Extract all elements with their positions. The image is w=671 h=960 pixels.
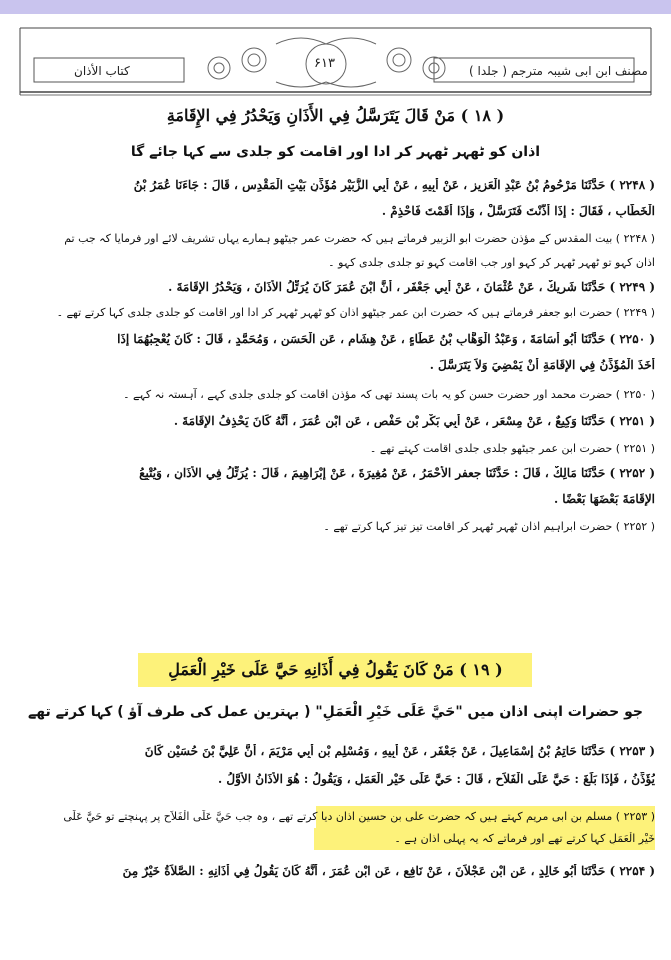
hadith-line: يُؤَذِّنُ ، فَإِذَا بَلَغَ : حَيَّ عَلَى الْفَلاَحِ ، قَالَ : حَيَّ عَلَى خَيْرِ الْعَمَلِ ، وَيَقُولُ : هُوَ الأَذَانُ الأَوَّلُ . [218,772,655,786]
translation-line: ( ۲۲۴۹ ) حضرت ابو جعفر فرماتے ہیں کہ حضرت ابن عمر جیٹھو اذان کو ٹھہر ٹھہر کر ادا اور اقامت کو جلدی جلدی کہا کرتے تھے ۔ [56,306,655,319]
section-heading-19: ( ۱۹ ) مَنْ كَانَ يَقُولُ فِي أَذَانِهِ حَيَّ عَلَى خَيْرِ الْعَمَلِ [168,660,503,679]
hadith-line: أَخَذَ الْمُؤَذِّنُ فِي الإِقَامَةِ أَنْ يَمْضِيَ وَلاَ يَتَرَسَّلَ . [429,358,655,372]
translation-line: ( ۲۲۵۰ ) حضرت محمد اور حضرت حسن کو یہ بات پسند تھی کہ مؤذن اقامت کو جلدی جلدی کہے ، آہستہ نہ کہے ۔ [123,388,655,401]
hadith-line: ( ۲۲۵۰ ) حَدَّثَنَا أَبُو أُسَامَةَ ، وَعَبْدُ الْوَهَّابِ بْنُ عَطَاءٍ ، عَنْ هِشَامٍ ، عَنِ الْحَسَنِ ، وَمُحَمَّدٍ ، قَالَ : كَانَ يُعْجِبُهُمَا إِذَا [117,332,655,346]
hadith-line: ( ۲۲۴۸ ) حَدَّثَنَا مَرْحُومُ بْنُ عَبْدِ الْعَزِيزِ ، عَنْ أَبِيهِ ، عَنْ أَبِي الزُّبَيْرِ مُؤَذِّنِ بَيْتِ الْمَقْدِسِ ، قَالَ : جَاءَنَا عُمَرُ بْنُ [133,178,655,192]
hadith-line: ( ۲۲۵۲ ) حَدَّثَنَا مَالِكٌ ، قَالَ : حَدَّثَنَا جعفر الأَحْمَرُ ، عَنْ مُغِيرَةَ ، عَنْ إِبْرَاهِيمَ ، قَالَ : يُرَتِّلُ فِي الأَذَانِ ، وَيُتْبِعُ [139,466,655,480]
section-subheading-18: اذان کو ٹھہر ٹھہر کر ادا اور اقامت کو جلدی سے کہا جائے گا [130,144,541,160]
hadith-line: ( ۲۲۴۹ ) حَدَّثَنَا شَرِيكٌ ، عَنْ عُثْمَانَ ، عَنْ أَبِي جَعْفَرٍ ، أَنَّ ابْنَ عُمَرَ كَانَ يُرَتِّلُ الأَذَانَ ، وَيَحْدُرُ الإِقَامَةَ . [168,280,655,294]
translation-line: ( ۲۲۵۱ ) حضرت ابن عمر جیٹھو جلدی جلدی اقامت کہتے تھے ۔ [369,442,655,455]
translation-line: اذان کہو تو ٹھہر ٹھہر کر کہو اور جب اقامت کہو تو جلدی جلدی کہو ۔ [328,256,655,269]
translation-line-highlighted: ( ۲۲۵۳ ) مسلم بن ابی مریم کہتے ہیں کہ حضرت علی بن حسین اذان دیا کرتے تھے ، وہ جب حَيَّ عَلَى الْفَلاَحِ پر پہنچتے تو حَيَّ عَلَى [63,810,655,823]
page-header [14,22,657,100]
hadith-line: ( ۲۲۵۴ ) حَدَّثَنَا أَبُو خَالِدٍ ، عَنِ ابْنِ عَجْلاَنَ ، عَنْ نَافِعٍ ، عَنِ ابْنِ عُمَرَ ، أَنَّهُ كَانَ يَقُولُ فِي أَذَانِهِ : الصَّلاَةُ خَيْرٌ مِنَ [122,864,655,878]
hadith-line: الإِقَامَةَ بَعْضَهَا بَعْضًا . [553,492,655,506]
header-ornament [14,22,657,100]
page-number: ۶۱۳ [314,56,335,71]
book-title: مصنف ابن ابی شیبہ مترجم ( جلدا ) [469,64,648,78]
hadith-line: الْخَطَّابِ ، فَقَالَ : إِذَا أَذَّنْتَ فَتَرَسَّلْ ، وَإِذَا أَقَمْتَ فَاحْذِمْ . [381,204,655,218]
hadith-line: ( ۲۲۵۱ ) حَدَّثَنَا وَكِيعٌ ، عَنْ مِسْعَرٍ ، عَنْ أَبِي بَكْرِ بْنِ حَفْصٍ ، عَنِ ابْنِ عُمَرَ ، أَنَّهُ كَانَ يَحْذِفُ الإِقَامَةَ . [173,414,655,428]
chapter-title: کتاب الأذان [74,64,130,78]
translation-line: ( ۲۲۵۲ ) حضرت ابراہیم اذان ٹھہر ٹھہر کر اقامت تیز تیز کہا کرتے تھے ۔ [323,520,655,533]
page-body [16,100,655,950]
section-subheading-19: جو حضرات اپنی اذان میں "حَيَّ عَلَى خَيْرِ الْعَمَلِ" ( بہترین عمل کی طرف آؤ ) کہا کرتے تھے [28,704,643,720]
section-heading-18: ( ۱۸ ) مَنْ قَالَ يَتَرَسَّلُ فِي الأَذَانِ وَيَحْدُرُ فِي الإِقَامَةِ [166,106,505,125]
top-band [0,0,671,14]
translation-line: ( ۲۲۴۸ ) بیت المقدس کے مؤذن حضرت ابو الزبیر فرماتے ہیں کہ حضرت عمر جیٹھو ہمارے یہاں تشریف لائے اور فرمایا کہ جب تم [64,232,655,245]
hadith-line: ( ۲۲۵۳ ) حَدَّثَنَا حَاتِمُ بْنُ إِسْمَاعِيلَ ، عَنْ جَعْفَرٍ ، عَنْ أَبِيهِ ، وَمُسْلِمِ بْنِ أَبِي مَرْيَمَ ، أَنَّ عَلِيَّ بْنَ حُسَيْنٍ كَانَ [144,744,655,758]
translation-line-highlighted: خَيْرِ الْعَمَلِ کہا کرتے تھے اور فرماتے کہ یہ پہلی اذان ہے ۔ [394,832,655,845]
